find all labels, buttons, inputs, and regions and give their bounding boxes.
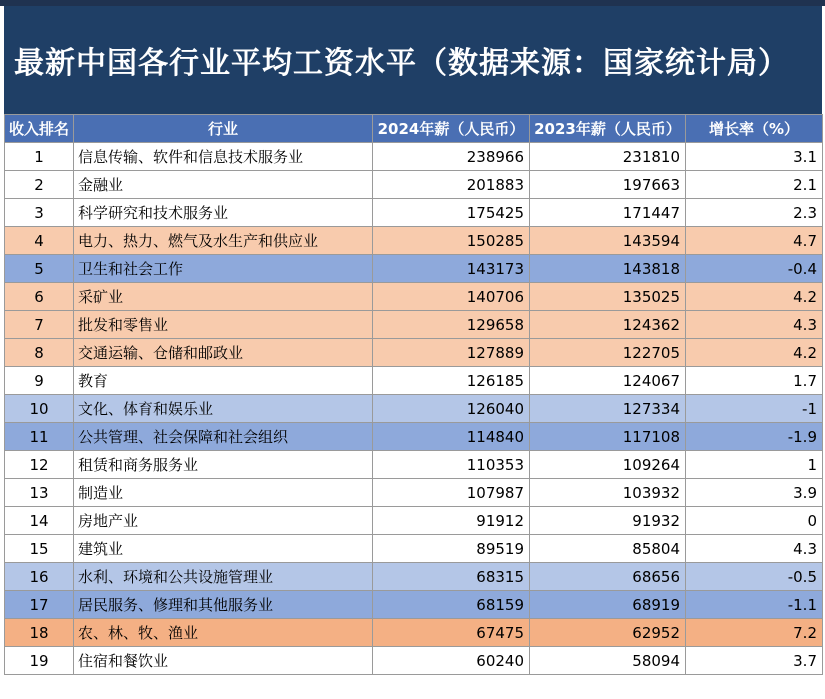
growth-cell[interactable]: 3.9	[686, 479, 823, 507]
rank-cell[interactable]: 1	[5, 143, 74, 171]
salary-2023-cell[interactable]: 124067	[530, 367, 686, 395]
table-row	[5, 507, 823, 535]
growth-cell[interactable]: -1.1	[686, 591, 823, 619]
rank-cell[interactable]: 13	[5, 479, 74, 507]
table-row	[5, 395, 823, 423]
salary-2024-cell[interactable]: 143173	[373, 255, 530, 283]
table-row	[5, 339, 823, 367]
table-row	[5, 367, 823, 395]
industry-cell[interactable]: 建筑业	[74, 535, 373, 563]
industry-cell[interactable]: 居民服务、修理和其他服务业	[74, 591, 373, 619]
salary-2023-cell[interactable]: 171447	[530, 199, 686, 227]
growth-cell[interactable]: 3.7	[686, 647, 823, 675]
salary-2023-cell[interactable]: 91932	[530, 507, 686, 535]
rank-cell[interactable]: 5	[5, 255, 74, 283]
rank-cell[interactable]: 8	[5, 339, 74, 367]
salary-2023-cell[interactable]: 62952	[530, 619, 686, 647]
industry-cell[interactable]: 金融业	[74, 171, 373, 199]
table-row	[5, 591, 823, 619]
table-row	[5, 619, 823, 647]
salary-2024-cell[interactable]: 126040	[373, 395, 530, 423]
growth-cell[interactable]: 0	[686, 507, 823, 535]
growth-cell[interactable]: -0.4	[686, 255, 823, 283]
title-cell[interactable]	[4, 6, 822, 114]
salary-2023-cell[interactable]: 68656	[530, 563, 686, 591]
salary-2024-cell[interactable]: 114840	[373, 423, 530, 451]
rank-cell[interactable]: 19	[5, 647, 74, 675]
salary-2023-cell[interactable]: 85804	[530, 535, 686, 563]
table-row	[5, 479, 823, 507]
rank-cell[interactable]: 4	[5, 227, 74, 255]
growth-cell[interactable]: 4.2	[686, 339, 823, 367]
table-row	[5, 227, 823, 255]
table-row	[5, 255, 823, 283]
table-row	[5, 423, 823, 451]
salary-2024-cell[interactable]: 110353	[373, 451, 530, 479]
header-salary-2024[interactable]: 2024年薪（人民币）	[373, 115, 530, 143]
salary-2024-cell[interactable]: 68159	[373, 591, 530, 619]
growth-cell[interactable]: 1.7	[686, 367, 823, 395]
industry-cell[interactable]: 交通运输、仓储和邮政业	[74, 339, 373, 367]
table-body	[5, 143, 823, 675]
growth-cell[interactable]: 2.3	[686, 199, 823, 227]
rank-cell[interactable]: 11	[5, 423, 74, 451]
salary-2024-cell[interactable]: 89519	[373, 535, 530, 563]
salary-2023-cell[interactable]: 68919	[530, 591, 686, 619]
rank-cell[interactable]: 9	[5, 367, 74, 395]
industry-cell[interactable]: 公共管理、社会保障和社会组织	[74, 423, 373, 451]
header-industry[interactable]: 行业	[74, 115, 373, 143]
rank-cell[interactable]: 15	[5, 535, 74, 563]
salary-2024-cell[interactable]: 107987	[373, 479, 530, 507]
salary-2023-cell[interactable]: 143818	[530, 255, 686, 283]
industry-cell[interactable]: 信息传输、软件和信息技术服务业	[74, 143, 373, 171]
rank-cell[interactable]: 14	[5, 507, 74, 535]
table-header-row	[5, 115, 823, 143]
salary-2023-cell[interactable]: 109264	[530, 451, 686, 479]
salary-2023-cell[interactable]: 231810	[530, 143, 686, 171]
table-row	[5, 143, 823, 171]
salary-2024-cell[interactable]: 60240	[373, 647, 530, 675]
salary-2024-cell[interactable]: 126185	[373, 367, 530, 395]
growth-cell[interactable]: 3.1	[686, 143, 823, 171]
salary-2023-cell[interactable]: 124362	[530, 311, 686, 339]
salary-2023-cell[interactable]: 117108	[530, 423, 686, 451]
industry-cell[interactable]: 教育	[74, 367, 373, 395]
table-row	[5, 199, 823, 227]
rank-cell[interactable]: 6	[5, 283, 74, 311]
industry-cell[interactable]: 住宿和餐饮业	[74, 647, 373, 675]
growth-cell[interactable]: 4.7	[686, 227, 823, 255]
page-title: 最新中国各行业平均工资水平（数据来源：国家统计局）	[14, 46, 789, 81]
table-row	[5, 563, 823, 591]
rank-cell[interactable]: 17	[5, 591, 74, 619]
rank-cell[interactable]: 10	[5, 395, 74, 423]
industry-cell[interactable]: 水利、环境和公共设施管理业	[74, 563, 373, 591]
growth-cell[interactable]: 7.2	[686, 619, 823, 647]
salary-2023-cell[interactable]: 103932	[530, 479, 686, 507]
industry-cell[interactable]: 制造业	[74, 479, 373, 507]
salary-2024-cell[interactable]: 67475	[373, 619, 530, 647]
salary-2023-cell[interactable]: 135025	[530, 283, 686, 311]
salary-2024-cell[interactable]: 91912	[373, 507, 530, 535]
salary-2024-cell[interactable]: 68315	[373, 563, 530, 591]
industry-cell[interactable]: 文化、体育和娱乐业	[74, 395, 373, 423]
salary-2023-cell[interactable]: 58094	[530, 647, 686, 675]
salary-2024-cell[interactable]: 129658	[373, 311, 530, 339]
table-row	[5, 283, 823, 311]
growth-cell[interactable]: -1.9	[686, 423, 823, 451]
salary-2024-cell[interactable]: 140706	[373, 283, 530, 311]
table-row	[5, 451, 823, 479]
industry-cell[interactable]: 农、林、牧、渔业	[74, 619, 373, 647]
header-rank[interactable]: 收入排名	[5, 115, 74, 143]
rank-cell[interactable]: 12	[5, 451, 74, 479]
rank-cell[interactable]: 2	[5, 171, 74, 199]
growth-cell[interactable]: -0.5	[686, 563, 823, 591]
salary-2024-cell[interactable]: 201883	[373, 171, 530, 199]
salary-2023-cell[interactable]: 197663	[530, 171, 686, 199]
industry-cell[interactable]: 卫生和社会工作	[74, 255, 373, 283]
table-row	[5, 171, 823, 199]
growth-cell[interactable]: -1	[686, 395, 823, 423]
industry-cell[interactable]: 批发和零售业	[74, 311, 373, 339]
salary-2024-cell[interactable]: 238966	[373, 143, 530, 171]
industry-cell[interactable]: 科学研究和技术服务业	[74, 199, 373, 227]
header-growth[interactable]: 增长率（%）	[686, 115, 823, 143]
growth-cell[interactable]: 4.3	[686, 311, 823, 339]
header-salary-2023[interactable]: 2023年薪（人民币）	[530, 115, 686, 143]
table-row	[5, 535, 823, 563]
rank-cell[interactable]: 18	[5, 619, 74, 647]
industry-cell[interactable]: 采矿业	[74, 283, 373, 311]
rank-cell[interactable]: 16	[5, 563, 74, 591]
salary-2024-cell[interactable]: 150285	[373, 227, 530, 255]
rank-cell[interactable]: 3	[5, 199, 74, 227]
industry-cell[interactable]: 房地产业	[74, 507, 373, 535]
industry-cell[interactable]: 租赁和商务服务业	[74, 451, 373, 479]
salary-2024-cell[interactable]: 175425	[373, 199, 530, 227]
growth-cell[interactable]: 4.3	[686, 535, 823, 563]
salary-2023-cell[interactable]: 143594	[530, 227, 686, 255]
rank-cell[interactable]: 7	[5, 311, 74, 339]
growth-cell[interactable]: 1	[686, 451, 823, 479]
salary-table	[4, 114, 823, 675]
growth-cell[interactable]: 4.2	[686, 283, 823, 311]
salary-2023-cell[interactable]: 122705	[530, 339, 686, 367]
table-row	[5, 311, 823, 339]
salary-2023-cell[interactable]: 127334	[530, 395, 686, 423]
salary-2024-cell[interactable]: 127889	[373, 339, 530, 367]
growth-cell[interactable]: 2.1	[686, 171, 823, 199]
table-row	[5, 647, 823, 675]
industry-cell[interactable]: 电力、热力、燃气及水生产和供应业	[74, 227, 373, 255]
